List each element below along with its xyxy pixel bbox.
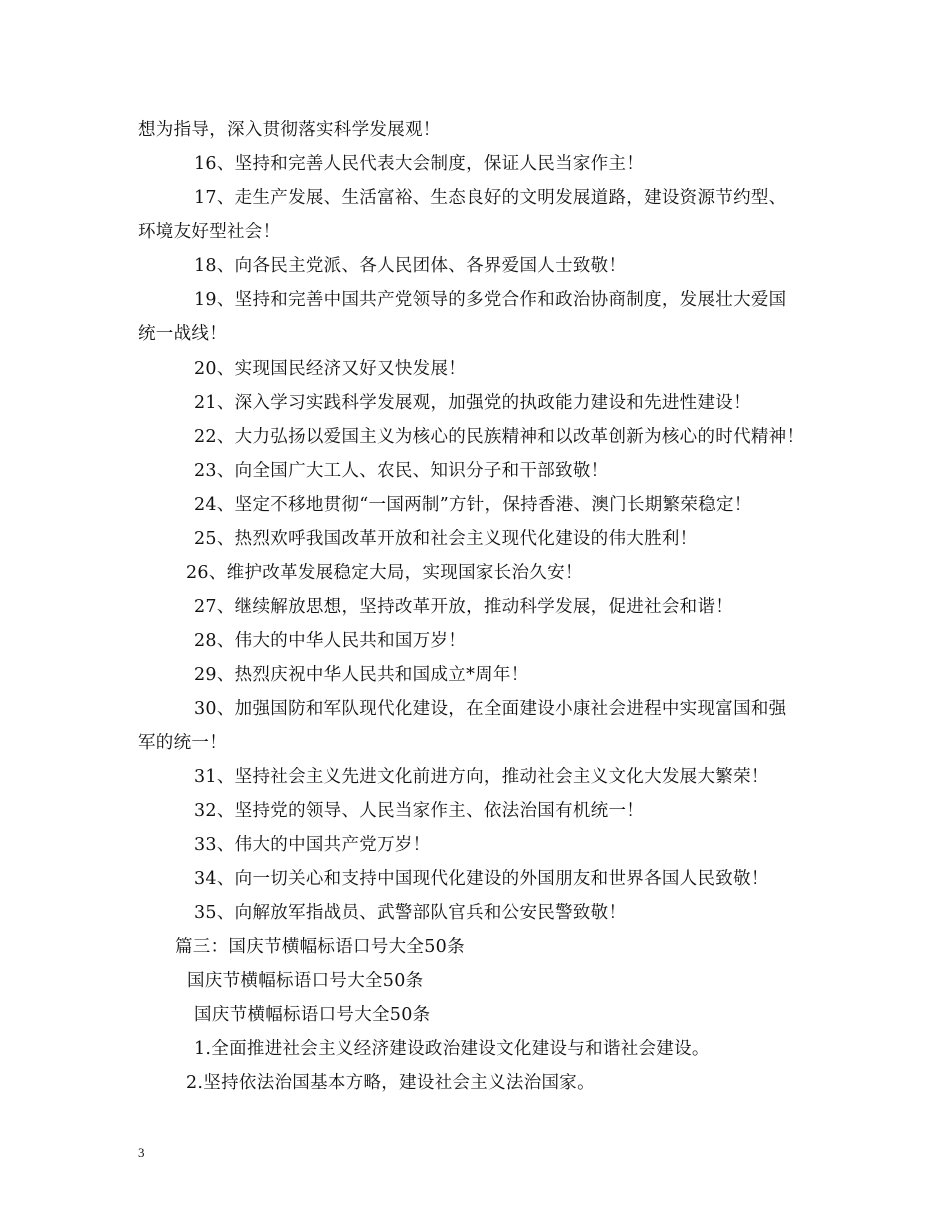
text-line: 18、向各民主党派、各人民团体、各界爱国人士致敬！ xyxy=(194,256,627,276)
text-line: 军的统一！ xyxy=(138,733,227,753)
text-line: 16、坚持和完善人民代表大会制度，保证人民当家作主！ xyxy=(194,154,645,174)
text-line: 22、大力弘扬以爱国主义为核心的民族精神和以改革创新为核心的时代精神！ xyxy=(194,427,805,447)
page-number: 3 xyxy=(138,1145,145,1160)
text-line: 26、维护改革发展稳定大局，实现国家长治久安！ xyxy=(186,563,583,583)
text-line: 1.全面推进社会主义经济建设政治建设文化建设与和谐社会建设。 xyxy=(194,1039,710,1059)
text-line: 34、向一切关心和支持中国现代化建设的外国朋友和世界各国人民致敬！ xyxy=(194,869,769,889)
text-line: 29、热烈庆祝中华人民共和国成立*周年！ xyxy=(194,665,529,685)
text-line: 国庆节横幅标语口号大全50条 xyxy=(187,971,424,991)
text-line: 35、向解放军指战员、武警部队官兵和公安民警致敬！ xyxy=(194,903,627,923)
text-line: 25、热烈欢呼我国改革开放和社会主义现代化建设的伟大胜利！ xyxy=(194,529,698,549)
text-line: 33、伟大的中国共产党万岁！ xyxy=(194,835,431,855)
text-line: 20、实现国民经济又好又快发展！ xyxy=(194,359,467,379)
text-line: 环境友好型社会！ xyxy=(138,222,281,242)
section-heading: 篇三：国庆节横幅标语口号大全50条 xyxy=(175,937,465,957)
text-line: 32、坚持党的领导、人民当家作主、依法治国有机统一！ xyxy=(194,801,645,821)
text-line: 27、继续解放思想，坚持改革开放，推动科学发展，促进社会和谐！ xyxy=(194,597,734,617)
text-line: 国庆节横幅标语口号大全50条 xyxy=(194,1005,431,1025)
text-line: 31、坚持社会主义先进文化前进方向，推动社会主义文化大发展大繁荣！ xyxy=(194,767,769,787)
text-line: 2.坚持依法治国基本方略，建设社会主义法治国家。 xyxy=(186,1073,595,1093)
text-line: 24、坚定不移地贯彻“一国两制”方针，保持香港、澳门长期繁荣稳定！ xyxy=(194,495,752,515)
text-line: 统一战线！ xyxy=(138,324,227,344)
text-line: 21、深入学习实践科学发展观，加强党的执政能力建设和先进性建设！ xyxy=(194,393,751,413)
text-line: 23、向全国广大工人、农民、知识分子和干部致敬！ xyxy=(194,461,609,481)
text-line: 17、走生产发展、生活富裕、生态良好的文明发展道路，建设资源节约型、 xyxy=(194,188,787,208)
text-line: 30、加强国防和军队现代化建设，在全面建设小康社会进程中实现富国和强 xyxy=(194,699,787,719)
text-line: 28、伟大的中华人民共和国万岁！ xyxy=(194,631,467,651)
text-line: 19、坚持和完善中国共产党领导的多党合作和政治协商制度，发展壮大爱国 xyxy=(194,290,787,310)
text-line: 想为指导，深入贯彻落实科学发展观！ xyxy=(138,120,441,140)
